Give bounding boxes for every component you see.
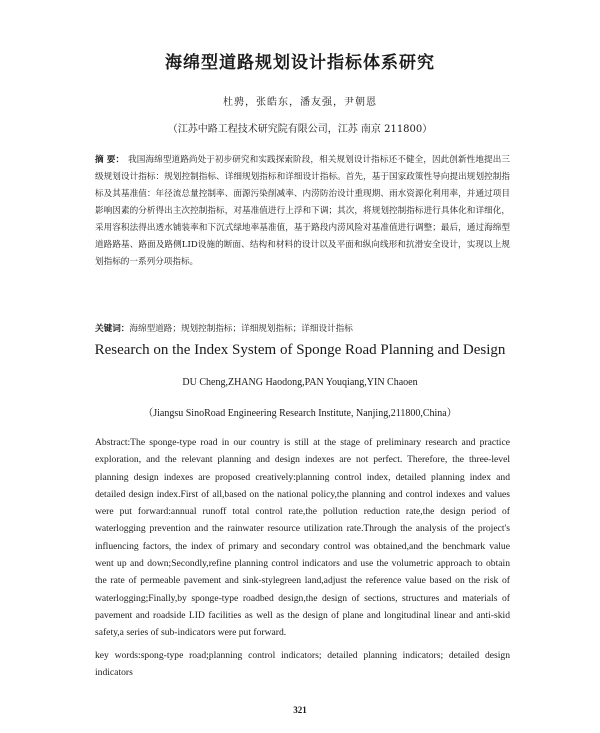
chinese-title: 海绵型道路规划设计指标体系研究 — [165, 53, 435, 73]
english-affiliation: （Jiangsu SinoRoad Engineering Research Institute, Nanjing,211800,China） — [143, 408, 457, 419]
chinese-abstract-text: 我国海绵型道路尚处于初步研究和实践探索阶段，相关规划设计指标还不健全，因此创新性地提出三级规划设计指标：规划控制指标、详细规划指标和详细设计指标。首先，基于国家政策性导向提出规划控制指标及其基准值：年径流总量控制率、面源污染削减率、内涝防治设计重现期、雨水资源化利用率，并通过项目影响因素的分析得出主次控制指标，对基准值进行上浮和下调；其次，将规划控制指标进行具体化和详细化，采用容积法得出透水铺装率和下沉式绿地率基准值，基于路段内涝风险对基准值进行调整；最后，通过海绵型道路路基、路面及路侧LID设施的断面、结构和材料的设计以及平面和纵向线形和抗滑安全设计，实现以上规划指标的一系列分项指标。 — [95, 155, 510, 267]
english-authors: DU Cheng,ZHANG Haodong,PAN Youqiang,YIN Chaoen — [182, 377, 418, 388]
chinese-keywords-text: 海绵型道路；规划控制指标；详细规划指标；详细设计指标 — [129, 324, 353, 334]
english-title: Research on the Index System of Sponge Road Planning and Design — [94, 342, 506, 358]
chinese-keywords — [95, 322, 510, 336]
english-abstract: Abstract:The sponge-type road in our country is still at the stage of preliminary research and practice exploration, and the relevant planning and design indexes are not perfect. Therefore, the three-level planning design indexes are proposed creatively:planning control index, detailed planning index and detailed design index.First of all,based on the national policy,the planning and control indexes and values were put forward:annual runoff total control rate,the pollution reduction rate,the design period of waterlogging prevention and the rainwater resource utilization rate.Through the analysis of the project's influencing factors, the index of primary and secondary control was obtained,and the benchmark value went up and down;Secondly,refine planning control indicators and use the volumetric approach to obtain the rate of permeable pavement and sink-stylegreen land,adjust the reference value based on the risk of waterlogging;Finally,by sponge-type roadbed design,the design of sections, structures and materials of pavement and roadside LID facilities as well as the design of plane and longitudinal linear and anti-skid safety,a series of sub-indicators were put forward. — [95, 437, 510, 639]
english-keywords: key words:spong-type road;planning control indicators; detailed planning indicators; detailed design indicators — [95, 650, 510, 678]
chinese-abstract-label: 摘 要： — [95, 155, 125, 165]
chinese-affiliation: （江苏中路工程技术研究院有限公司，江苏 南京 211800） — [167, 124, 433, 135]
chinese-keywords-label: 关键词： — [95, 324, 130, 334]
chinese-authors: 杜骋，张皓东，潘友强，尹朝恩 — [223, 97, 377, 108]
chinese-abstract — [95, 152, 510, 271]
page-number: 321 — [293, 705, 307, 715]
